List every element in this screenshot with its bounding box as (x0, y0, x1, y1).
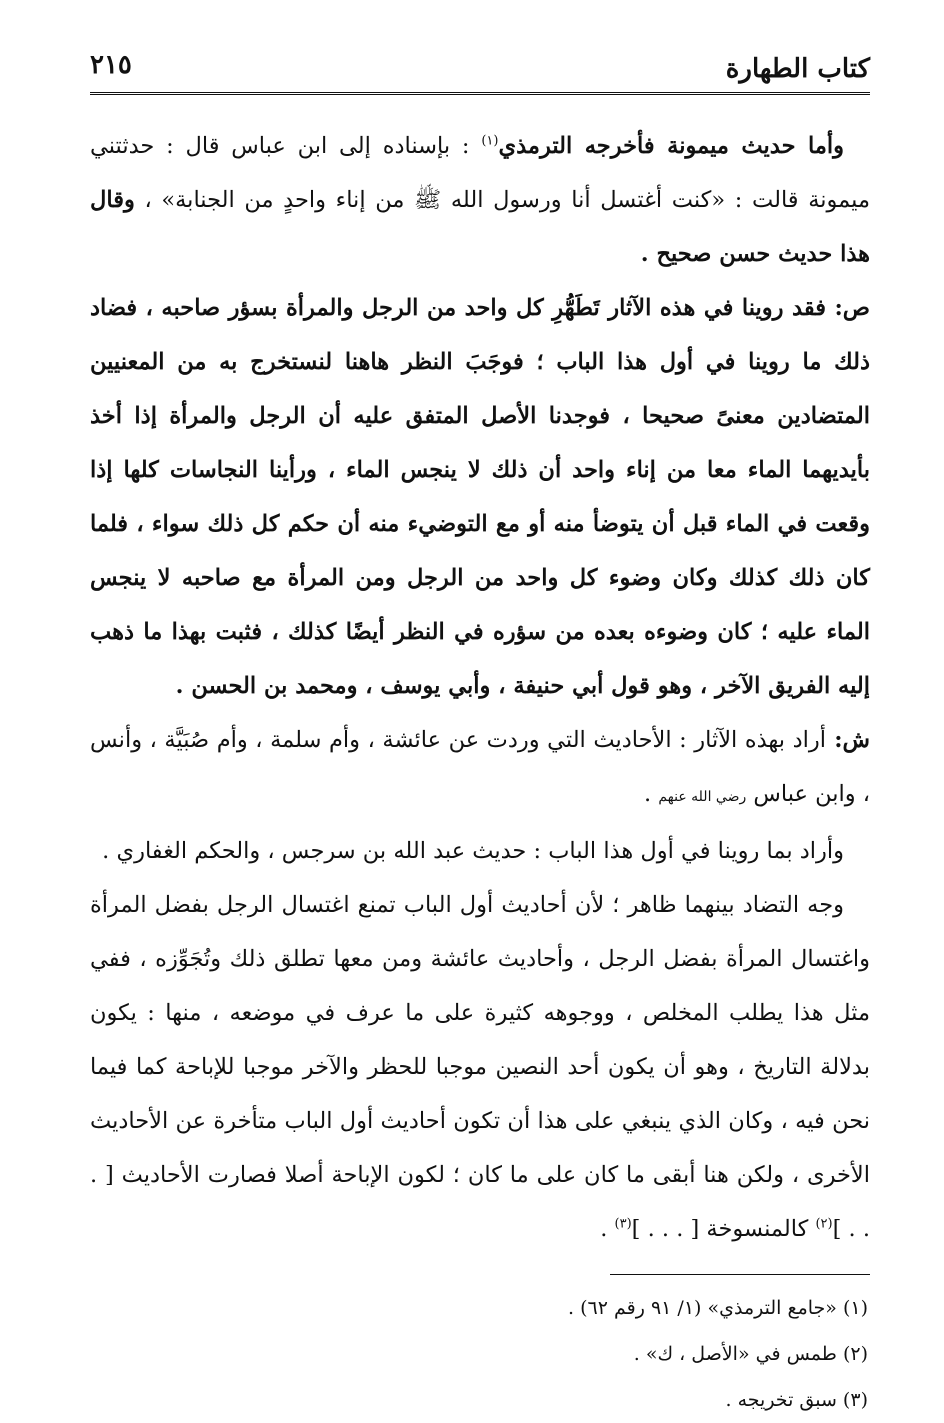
footnote-ref-2: (٢) (815, 1216, 833, 1232)
main-text (90, 119, 870, 1256)
footnotes (90, 1285, 870, 1423)
p5-mid: كالمنسوخة [ . . . ] (631, 1216, 816, 1242)
p3-blessing: رضي الله عنهم (658, 789, 747, 805)
p3-tag: ش: (826, 727, 870, 753)
paragraph-4 (90, 824, 870, 878)
footnote-2: (٢) طمس في «الأصل ، ك» . (633, 1343, 868, 1365)
footnote-ref-3: (٣) (614, 1216, 632, 1232)
paragraph-1 (90, 119, 870, 281)
p1-text: : بإسناده إلى ابن عباس قال : حدثتني ميمونة قالت : «كنت أغتسل أنا ورسول الله ﷺ من إناء واحدٍ من الجنابة» ، (90, 133, 870, 213)
footnote-separator (610, 1274, 870, 1275)
p5-end: . (600, 1216, 615, 1242)
paragraph-5 (90, 878, 870, 1256)
p4-text: وأراد بما روينا في أول هذا الباب : حديث عبد الله بن سرجس ، والحكم الغفاري . (102, 838, 844, 864)
paragraph-2 (90, 281, 870, 713)
page-number: ٢١٥ (90, 50, 132, 80)
footnote-3: (٣) سبق تخريجه . (725, 1389, 868, 1411)
paragraph-3 (90, 713, 870, 824)
p3-text: أراد بهذه الآثار : الأحاديث التي وردت عن عائشة ، وأم سلمة ، وأم صُبَيَّة ، وأنس ، وابن عباس (90, 727, 870, 807)
p1-bold-text: وأما حديث ميمونة فأخرجه الترمذي (498, 133, 844, 159)
p2-text: فقد روينا في هذه الآثار تَطَهُّرِ كل واحد من الرجل والمرأة بسؤر صاحبه ، فضاد ذلك ما روينا في أول هذا الباب ؛ فوجَبَ النظر هاهنا لنستخرج به من المعنيين المتضادين معنىً صحيحا ، فوجدنا الأصل المتفق عليه أن الرجل والمرأة إذا أخذ بأيديهما الماء معا من إناء واحد أن ذلك لا ينجس الماء ، ورأينا النجاسات كلها إذا وقعت في الماء قبل أن يتوضأ منه أو مع التوضيء منه أن حكم كل ذلك سواء ، فلما كان ذلك كذلك وكان وضوء كل واحد من الرجل ومن المرأة مع صاحبه لا ينجس الماء عليه ؛ كان وضوءه بعده من سؤره في النظر أيضًا كذلك ، فثبت بهذا ما ذهب إليه الفريق الآخر ، وهو قول أبي حنيفة ، وأبي يوسف ، ومحمد بن الحسن . (90, 295, 870, 699)
p5-text: وجه التضاد بينهما ظاهر ؛ لأن أحاديث أول الباب تمنع اغتسال الرجل بفضل المرأة واغتسال المرأة بفضل الرجل ، وأحاديث عائشة ومن معها تطلق ذلك وتُجَوِّزه ، ففي مثل هذا يطلب المخلص ، ووجوهه كثيرة على ما عرف في موضعه ، منها : يكون بدلالة التاريخ ، وهو أن يكون أحد النصين موجبا للحظر والآخر موجبا للإباحة كما فيما نحن فيه ، وكان الذي ينبغي على هذا أن تكون أحاديث أول الباب متأخرة عن الأحاديث الأخرى ، ولكن هنا أبقى ما كان على ما كان ؛ لكون الإباحة أصلا فصارت الأحاديث [ . . . ] (90, 892, 870, 1242)
page-header (90, 40, 870, 95)
footnote-ref-1: (١) (481, 133, 499, 149)
p2-tag: ص: (825, 295, 870, 321)
p1-tail-bold: وقال هذا حديث حسن صحيح . (90, 187, 870, 267)
document-page (90, 40, 870, 1411)
p3-end: . (644, 781, 659, 807)
chapter-title: كتاب الطهارة (725, 54, 870, 84)
footnote-1: (١) «جامع الترمذي» (١/ ٩١ رقم ٦٢) . (568, 1297, 868, 1319)
